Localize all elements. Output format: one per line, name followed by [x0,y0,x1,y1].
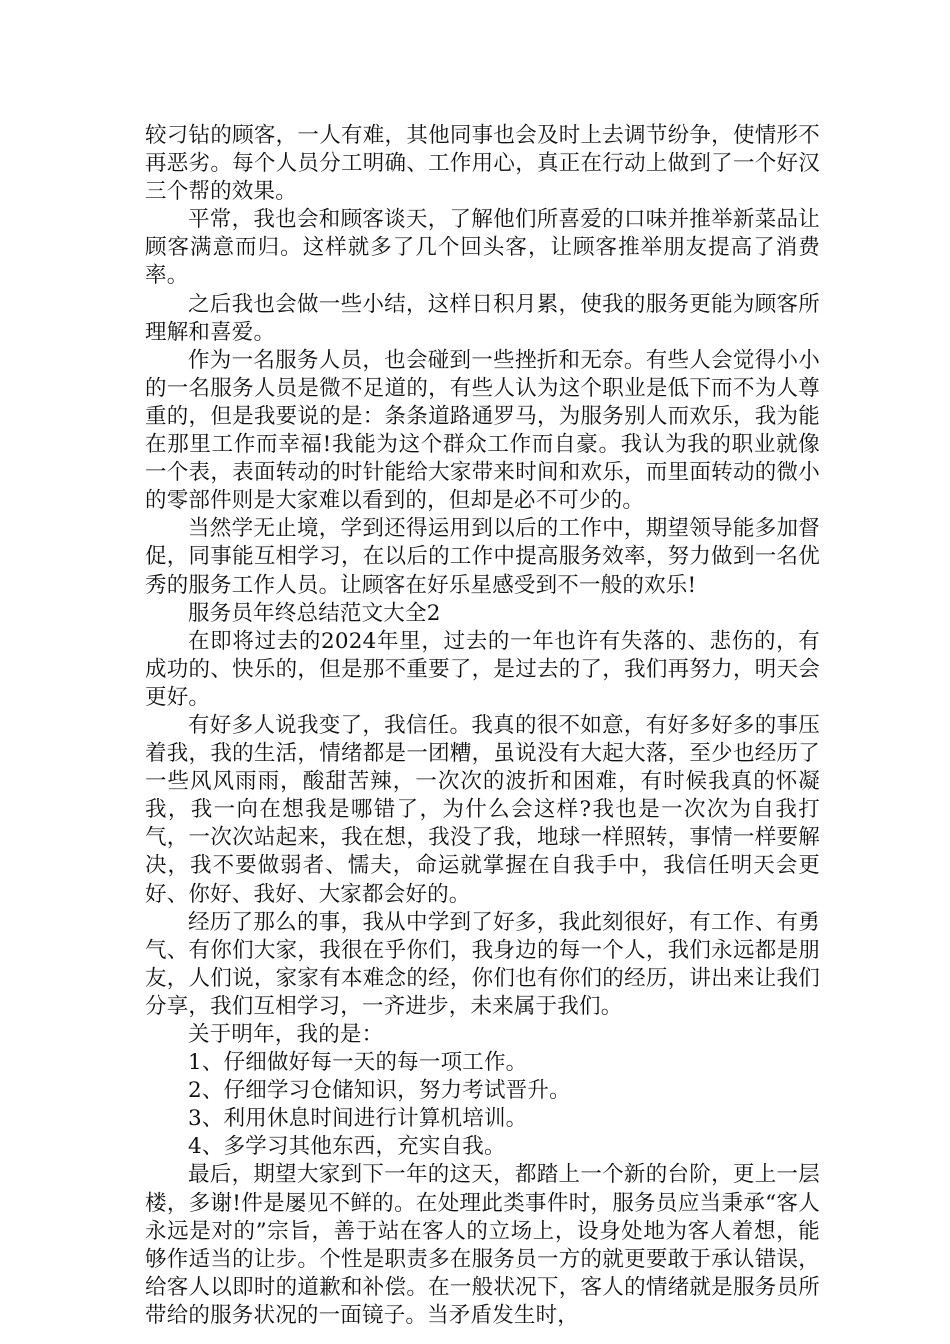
plan-item-3: 3、利用休息时间进行计算机培训。 [188,1106,528,1132]
paragraph-8: 有好多人说我变了，我信任。我真的很不如意，有好多好多的事压着我，我的生活，情绪都是一团糟，虽说没有大起大落，至少也经历了一些风风雨雨，酸甜苦辣，一次次的波折和困难，有时候我真的怀凝我，我一向在想我是哪错了，为什么会这样?我也是一次次为自我打气，一次次站起来，我在想，我没了我，地球一样照转，事情一样要解决，我不要做弱者、懦夫，命运就掌握在自我手中，我信任明天会更好、你好、我好、大家都会好的。 [145,712,820,907]
document-body [145,122,820,1330]
paragraph-final: 最后，期望大家到下一年的这天，都踏上一个新的台阶，更上一层楼，多谢!件是屡见不鲜的。在处理此类事件时，服务员应当秉承“客人永远是对的”宗旨，善于站在客人的立场上，设身处地为客人着想，能够作适当的让步。个性是职责多在服务员一方的就更要敢于承认错误，给客人以即时的道歉和补偿。在一般状况下，客人的情绪就是服务员所带给的服务状况的一面镜子。当矛盾发生时， [145,1162,820,1328]
paragraph-2: 平常，我也会和顾客谈天，了解他们所喜爱的口味并推举新菜品让顾客满意而归。这样就多了几个回头客，让顾客推举朋友提高了消费率。 [145,207,820,289]
paragraph-4: 作为一名服务人员，也会碰到一些挫折和无奈。有些人会觉得小小的一名服务人员是微不足道的，有些人认为这个职业是低下而不为人尊重的，但是我要说的是：条条道路通罗马，为服务别人而欢乐，我为能在那里工作而幸福!我能为这个群众工作而自豪。我认为我的职业就像一个表，表面转动的时针能给大家带来时间和欢乐，而里面转动的微小的零部件则是大家难以看到的，但却是必不可少的。 [145,347,820,514]
paragraph-1: 较刁钻的顾客，一人有难，其他同事也会及时上去调节纷争，使情形不再恶劣。每个人员分工明确、工作用心，真正在行动上做到了一个好汉三个帮的效果。 [145,123,820,205]
paragraph-7: 在即将过去的2024年里，过去的一年也许有失落的、悲伤的，有成功的、快乐的，但是那不重要了，是过去的了，我们再努力，明天会更好。 [145,628,820,710]
plan-item-4: 4、多学习其他东西，充实自我。 [188,1134,506,1160]
paragraph-3: 之后我也会做一些小结，这样日积月累，使我的服务更能为顾客所理解和喜爱。 [145,291,820,345]
section-heading: 服务员年终总结范文大全2 [188,600,441,626]
paragraph-5: 当然学无止境，学到还得运用到以后的工作中，期望领导能多加督促，同事能互相学习，在以后的工作中提高服务效率，努力做到一名优秀的服务工作人员。让顾客在好乐星感受到不一般的欢乐! [145,516,820,598]
plan-item-2: 2、仔细学习仓储知识，努力考试晋升。 [188,1078,571,1104]
plan-intro: 关于明年，我的是： [188,1022,384,1047]
paragraph-9: 经历了那么的事，我从中学到了好多，我此刻很好，有工作、有勇气、有你们大家，我很在乎你们，我身边的每一个人，我们永远都是朋友，人们说，家家有本难念的经，你们也有你们的经历，讲出来让我们分享，我们互相学习，一齐进步，未来属于我们。 [145,909,820,1019]
plan-item-1: 1、仔细做好每一天的每一项工作。 [188,1050,528,1076]
